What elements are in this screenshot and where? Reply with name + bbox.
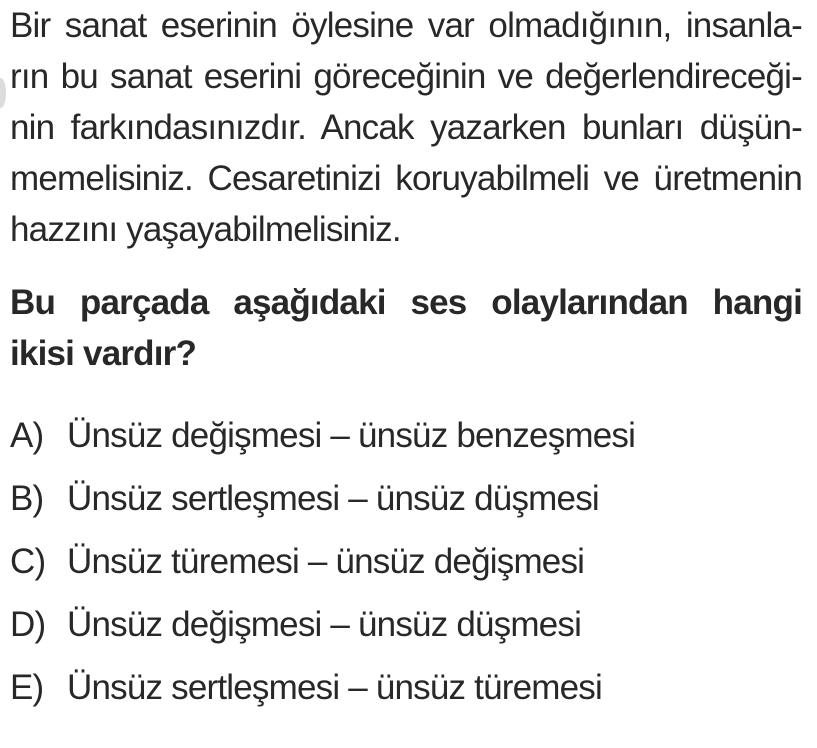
passage-line: Bir sanat eserinin öylesine var olmadığının, insanla- — [10, 6, 802, 45]
option-a-text: Ünsüz değişmesi – ünsüz benzeşmesi — [67, 416, 636, 455]
option-a[interactable] — [10, 410, 802, 461]
option-e-letter: E) — [10, 668, 44, 707]
option-c-letter: C) — [10, 542, 46, 581]
option-d[interactable] — [10, 599, 802, 650]
option-d-text: Ünsüz değişmesi – ünsüz düşmesi — [67, 605, 582, 644]
question-line: ikisi vardır? — [10, 334, 197, 373]
passage-line: memelisiniz. Cesaretinizi koruyabilmeli ve üretmenin — [10, 159, 802, 198]
question-stem — [10, 277, 802, 379]
option-b[interactable] — [10, 473, 802, 524]
option-b-letter: B) — [10, 479, 44, 518]
option-c-text: Ünsüz türemesi – ünsüz değişmesi — [67, 542, 585, 581]
cutoff-question-number-badge — [0, 78, 6, 108]
option-d-letter: D) — [10, 605, 46, 644]
passage-paragraph — [10, 0, 802, 255]
passage-line: rın bu sanat eserini göreceğinin ve değerlendireceği- — [10, 57, 802, 96]
passage-line: nin farkındasınızdır. Ancak yazarken bunları düşün- — [10, 108, 802, 147]
question-line: Bu parçada aşağıdaki ses olaylarından hangi — [10, 283, 802, 322]
option-b-text: Ünsüz sertleşmesi – ünsüz düşmesi — [67, 479, 599, 518]
option-c[interactable] — [10, 536, 802, 587]
option-e[interactable] — [10, 662, 802, 713]
option-e-text: Ünsüz sertleşmesi – ünsüz türemesi — [67, 668, 602, 707]
passage-line: hazzını yaşayabilmelisiniz. — [10, 210, 401, 249]
option-a-letter: A) — [10, 416, 44, 455]
answer-options — [10, 410, 802, 713]
